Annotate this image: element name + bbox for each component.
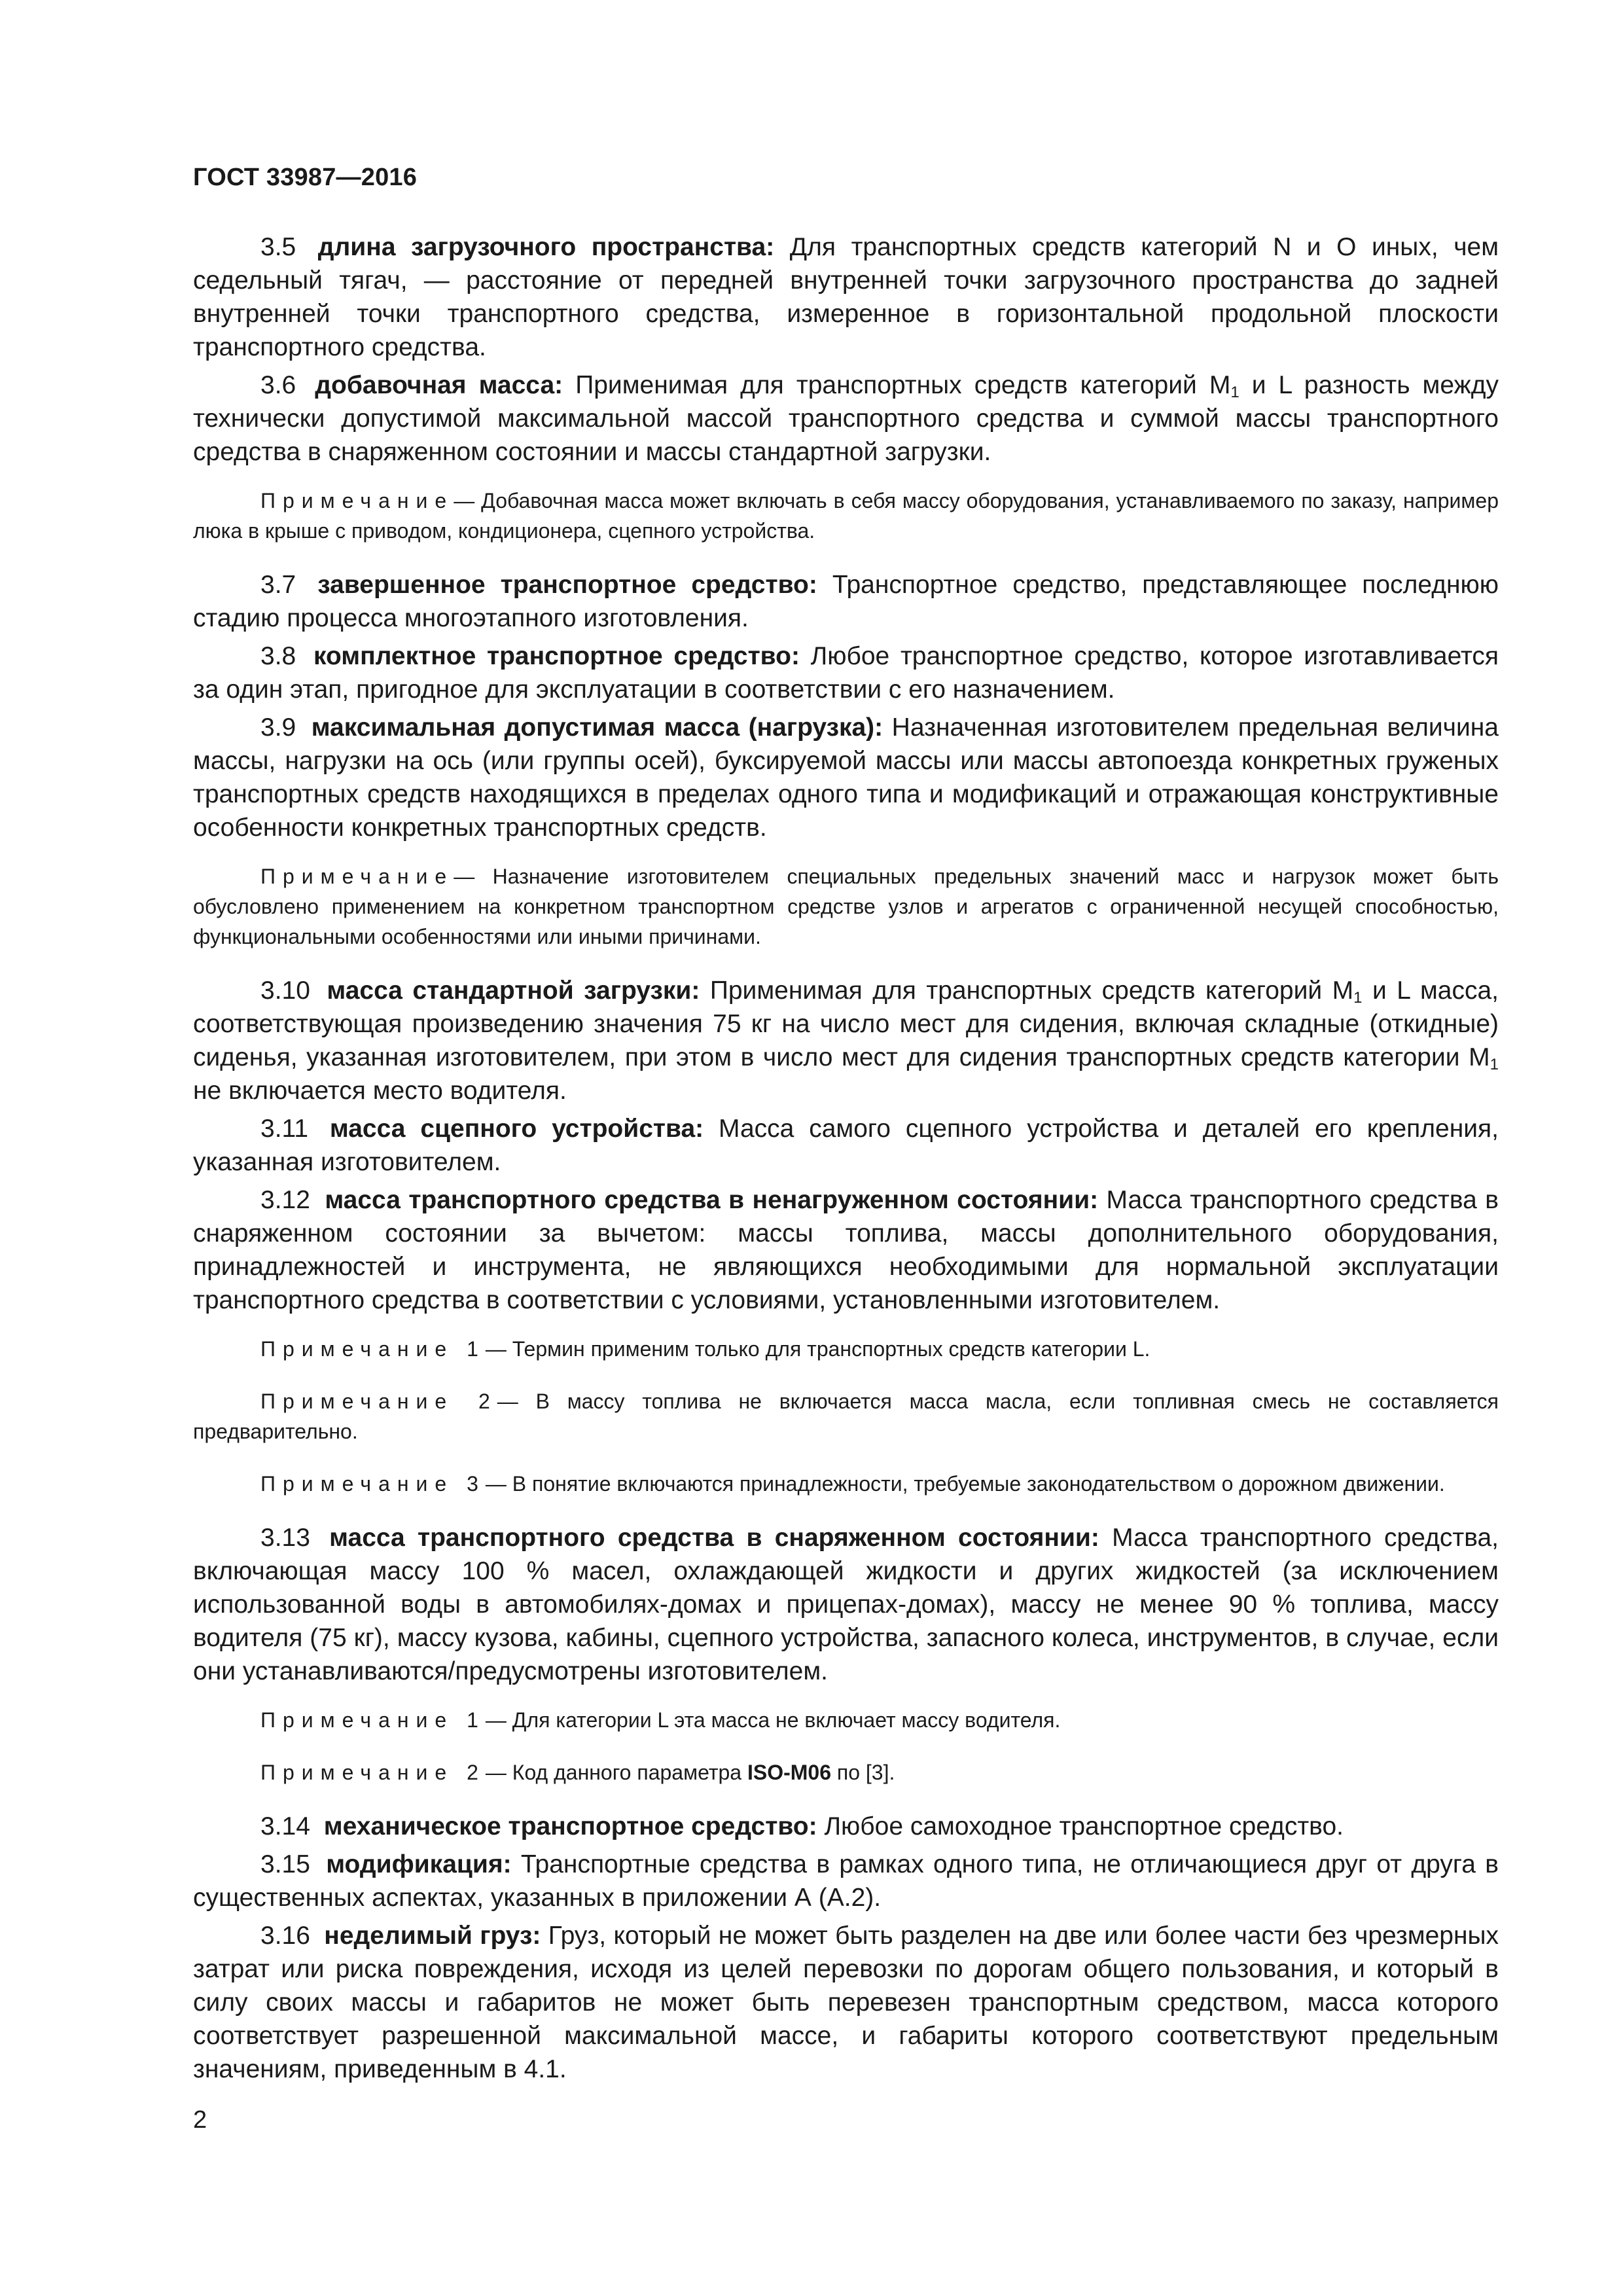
note-text: — Код данного параметра (485, 1761, 747, 1784)
term-definition: Для транспортных средств категорий N и O иных, чем седельный тягач, — расстояние от передней внутренней точки загрузочного пространства до задней внутренней точки транспортного средства, измеренное в горизонтальной продольной плоскости транспортного средства. (193, 233, 1499, 361)
term-number: 3.7 (260, 571, 296, 599)
term-definition: Назначенная изготовителем предельная величина массы, нагрузки на ось (или группы осей), буксируемой массы или массы автопоезда конкретных груженых транспортных средств находящихся в пределах одного типа и модификаций и отражающая конструктивные особенности конкретных транспортных средств. (193, 713, 1499, 842)
term-definition: Любое транспортное средство, которое изготавливается за один этап, пригодное для эксплуатации в соответствии с его назначением. (193, 642, 1499, 704)
term-3-15 (193, 1848, 1499, 1914)
term-3-12 (193, 1183, 1499, 1317)
term-title: максимальная допустимая масса (нагрузка): (311, 713, 883, 742)
note (193, 486, 1499, 546)
term-title: модификация: (326, 1850, 512, 1878)
term-title: масса транспортного средства в ненагруженном состоянии: (325, 1186, 1099, 1214)
term-number: 3.14 (260, 1812, 310, 1840)
term-number: 3.16 (260, 1922, 310, 1950)
term-title: масса стандартной загрузки: (327, 977, 700, 1005)
term-number: 3.15 (260, 1850, 310, 1878)
term-definition: Любое самоходное транспортное средство. (824, 1812, 1344, 1840)
term-definition: Применимая для транспортных средств категорий M (709, 977, 1354, 1005)
term-definition: Груз, который не может быть разделен на две или более части без чрезмерных затрат или риска повреждения, исходя из целей перевозки по дорогам общего пользования, и который в силу своих массы и габаритов не может быть перевезен транспортным средством, масса которого соответствует разрешенной максимальной массе, и габариты которого соответствуют предельным значениям, приведенным в 4.1. (193, 1922, 1499, 2083)
term-number: 3.6 (260, 371, 296, 399)
note-text: — Назначение изготовителем специальных предельных значений масс и нагрузок может быть обусловлено применением на конкретном транспортном средстве узлов и агрегатов с ограниченной несущей способностью, функциональными особенностями или иными причинами. (193, 865, 1499, 948)
term-number: 3.11 (260, 1115, 309, 1143)
term-number: 3.9 (260, 713, 296, 742)
term-title: завершенное транспортное средство: (317, 571, 817, 599)
term-title: масса сцепного устройства: (329, 1115, 704, 1143)
note-code: ISO-M06 (747, 1761, 831, 1784)
term-title: неделимый груз: (324, 1922, 541, 1950)
term-definition-cont: и L разность между технически допустимой максимальной массой транспортного средства и суммой массы транспортного средства в снаряженном состоянии и массы стандартной загрузки. (193, 371, 1499, 466)
term-3-9 (193, 711, 1499, 844)
term-3-5 (193, 230, 1499, 364)
term-3-8 (193, 639, 1499, 706)
note-label: Примечание 1 (260, 1708, 486, 1732)
note-label: Примечание 2 (260, 1761, 486, 1784)
term-title: длина загрузочного пространства: (317, 233, 775, 261)
note (193, 1705, 1499, 1735)
note-text: — Добавочная масса может включать в себя массу оборудования, устанавливаемого по заказу, например люка в крыше с приводом, кондиционера, сцепного устройства. (193, 489, 1499, 543)
term-3-6 (193, 368, 1499, 469)
term-title: комплектное транспортное средство: (313, 642, 800, 670)
note-text-end: по [3]. (830, 1761, 895, 1784)
term-3-13 (193, 1521, 1499, 1688)
page-header: ГОСТ 33987—2016 (193, 164, 418, 191)
term-3-10 (193, 974, 1499, 1107)
term-3-11 (193, 1112, 1499, 1179)
term-definition: Транспортное средство, представляющее последнюю стадию процесса многоэтапного изготовления. (193, 571, 1499, 632)
note-label: Примечание 1 (260, 1337, 486, 1361)
note (193, 1386, 1499, 1446)
subscript: 1 (1230, 384, 1240, 401)
term-title: механическое транспортное средство: (323, 1812, 817, 1840)
note (193, 861, 1499, 952)
term-definition: Масса самого сцепного устройства и деталей его крепления, указанная изготовителем. (193, 1115, 1499, 1176)
subscript: 1 (1353, 989, 1363, 1007)
term-3-7 (193, 568, 1499, 635)
page-number: 2 (193, 2106, 207, 2134)
term-number: 3.8 (260, 642, 296, 670)
note-text: — Для категории L эта масса не включает массу водителя. (485, 1708, 1061, 1732)
note-text: — В массу топлива не включается масса масла, если топливная смесь не составляется предварительно. (193, 1390, 1499, 1443)
term-3-14 (193, 1810, 1499, 1843)
term-title: масса транспортного средства в снаряженном состоянии: (329, 1524, 1099, 1552)
term-number: 3.10 (260, 977, 310, 1005)
subscript: 1 (1489, 1056, 1499, 1073)
note-text: — В понятие включаются принадлежности, требуемые законодательством о дорожном движении. (485, 1472, 1445, 1496)
term-definition: Применимая для транспортных средств категорий M (575, 371, 1231, 399)
term-definition: Масса транспортного средства в снаряженном состоянии за вычетом: массы топлива, массы дополнительного оборудования, принадлежностей и инструмента, не являющихся необходимыми для нормальной эксплуатации транспортного средства в соответствии с условиями, установленными изготовителем. (193, 1186, 1499, 1314)
term-number: 3.13 (260, 1524, 310, 1552)
term-title: добавочная масса: (315, 371, 563, 399)
term-definition-cont: и L масса, соответствующая произведению значения 75 кг на число мест для сидения, включая складные (откидные) сиденья, указанная изготовителем, при этом в число мест для сидения транспортных средств категории M (193, 977, 1499, 1071)
term-definition: Масса транспортного средства, включающая массу 100 % масел, охлаждающей жидкости и других жидкостей (за исключением использованной воды в автомобилях-домах и прицепах-домах), массу не менее 90 % топлива, массу водителя (75 кг), массу кузова, кабины, сцепного устройства, запасного колеса, инструментов, в случае, если они устанавливаются/предусмотрены изготовителем. (193, 1524, 1499, 1685)
note (193, 1757, 1499, 1787)
note (193, 1469, 1499, 1499)
term-3-16 (193, 1919, 1499, 2086)
note (193, 1334, 1499, 1364)
term-definition: Транспортные средства в рамках одного типа, не отличающиеся друг от друга в существенных аспектах, указанных в приложении А (А.2). (193, 1850, 1499, 1912)
term-number: 3.12 (260, 1186, 310, 1214)
term-definition-end: не включается место водителя. (193, 1077, 567, 1105)
note-label: Примечание 3 (260, 1472, 486, 1496)
document-body (193, 230, 1499, 2090)
note-text: — Термин применим только для транспортных средств категории L. (485, 1337, 1150, 1361)
term-number: 3.5 (260, 233, 296, 261)
note-label: Примечание (260, 489, 454, 512)
note-label: Примечание 2 (260, 1390, 497, 1413)
note-label: Примечание (260, 865, 454, 888)
